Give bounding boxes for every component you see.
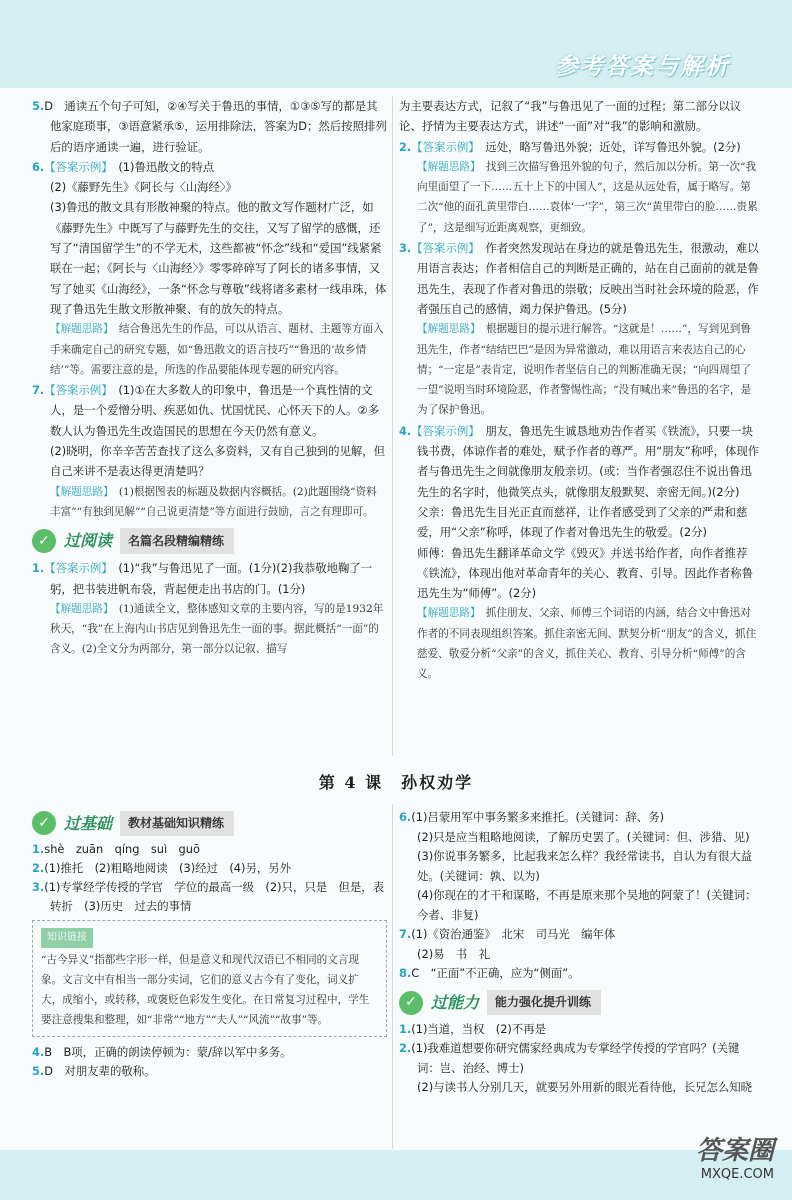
read-answer-4-tip: 【解题思路】 抓住朋友、父亲、师傅三个词语的内涵，结合文中鲁迅对作者的不同表现组织答案。抓住亲密无间、默契分析“朋友”的含义，抓住慈爱、敬爱分析“父亲”的含义，抓住关心、教育、引导分析“师傅”的含义。 [417, 607, 757, 681]
right-column-upper [399, 96, 761, 685]
answer-6-tip: 【解题思路】 结合鲁迅先生的作品，可以从语言、题材、主题等方面入手来确定自己的研究专题，如“鲁迅散文的语言技巧”“鲁迅的‘故乡情结’”等。需要注意的是，所选的作品要能体现专题的研究内容。 [50, 323, 384, 376]
answer-7: 7.【答案示例】 (1)①在大多数人的印象中，鲁迅是一个真性情的文人，是一个爱憎分明、疾恶如仇、忧国忧民、心怀天下的人。②多数人认为鲁迅先生改造国民的思想在今天仍然有意义。 [32, 383, 380, 438]
read-answer-3: 3.【答案示例】 作者突然发现站在身边的就是鲁迅先生，很激动，难以用语言表达；作者相信自己的判断是正确的，站在自己面前的就是鲁迅先生，表现了作者对鲁迅的崇敬；反映出当时社会环境的险恶，作者强压自己的感情，竭力保护鲁迅。(5分) [399, 241, 759, 316]
answer-5: 5.D 通读五个句子可知，②④写关于鲁迅的事情，①③⑤写的都是其他家庭琐事，③语意紧承⑤，运用排除法，答案为D；然后按照排列后的语序通读一遍，进行验证。 [32, 99, 387, 154]
knowledge-note: 知识链接 “古今异义”指都些字形一样，但是意义和现代汉语已不相同的文言现象。文言文中有相当一部分实词，它们的意义古今有了变化，词义扩大，成缩小，或转移，或褒贬色彩发生变化。在日常复习过程中，学生要注意搜集和整理，如“非常”“地方”“夫人”“风流”“故事”等。 [32, 920, 387, 1037]
basic-answer-2: 2.(1)推托 (2)粗略地阅读 (3)经过 (4)另，另外 [32, 861, 292, 875]
basic-answer-6-3: (3)你说事务繁多，比起我来怎么样？我经常读书，自认为有很大益处。(关键词：孰、以为) [417, 849, 753, 883]
basic-answer-1: 1.shè zuān qíng suì guō [32, 842, 200, 856]
left-column-lower [32, 804, 387, 1081]
check-icon: ✓ [32, 811, 56, 835]
read-answer-4: 4.【答案示例】 朋友，鲁迅先生诚恳地劝告作者买《铁流》，只要一块钱书费，体谅作者的难处，赋予作者的尊严。用“朋友”称呼，体现作者与鲁迅先生之间就像朋友般亲切。(或：当作者强忍住不说出鲁迅先生的名字时，他微笑点头，就像朋友般默契、亲密无间。)(2分) [399, 423, 760, 499]
section-banner-read: ✓ 过阅读 名篇名段精编精练 [32, 528, 387, 554]
read-answer-4-3: 师傅：鲁迅先生翻译革命文学《毁灭》并送书给作者，向作者推荐《铁流》，体现出他对革命青年的关心、教育、引导。因此作者称鲁迅先生为“师傅”。(2分) [417, 545, 754, 601]
read-answer-3-tip: 【解题思路】 根据题目的提示进行解答。“这就是！……”，写到见到鲁迅先生，作者“结结巴巴”是因为异常激动，难以用语言来表达自己的心情；“一定是”表肯定，说明作者坚信自己的判断准确无误；“向四周望了一望”说明当时环境险恶，作者警惕性高；“没有喊出来”鲁迅的名字，是为了保护鲁迅。 [417, 323, 752, 417]
ability-answer-2-2: (2)与读书人分别几天，就要另外用新的眼光看待他，长兄怎么知晓 [417, 1080, 753, 1094]
left-column-upper [32, 96, 387, 660]
section-banner-ability: ✓ 过能力 能力强化提升训练 [399, 990, 761, 1016]
lesson-title: 第 4 课 孙权劝学 [318, 773, 474, 792]
site-watermark: 答案圈 MXQE.COM [695, 1136, 774, 1182]
ability-answer-1: 1.(1)当道，当权 (2)不再是 [399, 1021, 547, 1036]
read-answer-1-tip: 【解题思路】 (1)通读全文，整体感知文章的主要内容，写的是1932年秋天，“我”在上海内山书店见到鲁迅先生一面的事。据此概括“一面”的含义。(2)全文分为两部分，第一部分以记叙、描写 [50, 602, 384, 656]
right-column-lower [399, 808, 761, 1098]
section-banner-basic: ✓ 过基础 教材基础知识精练 [32, 810, 387, 836]
answer-6: 6.【答案示例】 (1)鲁迅散文的特点 [32, 159, 215, 174]
basic-answer-6-4: (4)你现在的才干和谋略，不再是原来那个吴地的阿蒙了！(关键词：今者、非复) [417, 888, 757, 922]
check-icon: ✓ [32, 529, 56, 553]
basic-answer-5: 5.D 对朋友辈的敬称。 [32, 1064, 156, 1078]
column-divider [392, 96, 393, 756]
read-answer-4-2: 父亲：鲁迅先生目光正直而慈祥，让作者感受到了父亲的严肃和慈爱，用“父亲”称呼，体现了作者对鲁迅先生的敬爱。(2分) [417, 504, 748, 540]
header-title: 参考答案与解析 [555, 54, 730, 80]
read-answer-2-tip: 【解题思路】 找到三次描写鲁迅外貌的句子，然后加以分析。第一次“我向里面望了一下……五十上下的中国人”，这是从远处看，属于略写。第二次“他的面孔黄里带白……袁体‘一’字”，第三次“黄里带白的脸……贵累了”，这是细写近距离观察，更细致。 [417, 160, 758, 234]
answer-7-2: (2)晓明，你辛辛苦苦查找了这么多资料，又有自己独到的见解，但自己来讲不是表达得更清楚吗？ [50, 444, 386, 479]
answer-6-3: (3)鲁迅的散文具有形散神聚的特点。他的散文写作题材广泛，如《藤野先生》中既写了与藤野先生的交往，又写了留学的感慨，还写了“清国留学生”的不学无术，这些都被“怀念”线和“爱国”线紧紧联在一起；《阿长与〈山海经〉》零零碎碎写了阿长的诸多事情，又写了她买《山海经》，一条“怀念与尊敬”线将诸多素材一线串珠，体现了鲁迅先生散文形散神聚、有的放矢的特点。 [50, 200, 387, 316]
check-icon: ✓ [399, 991, 423, 1015]
basic-answer-6: 6.(1)吕蒙用军中事务繁多来推托。(关键词：辞、务) [399, 810, 665, 824]
column-divider-lower [392, 804, 393, 1149]
basic-answer-3: 3.(1)专掌经学传授的学官 学位的最高一级 (2)只，只是 但是，表转折 (3)历史 过去的事情 [32, 880, 385, 913]
read-answer-2: 2.【答案示例】 远处，略写鲁迅外貌；近处，详写鲁迅外貌。(2分) [399, 139, 741, 154]
basic-answer-7: 7.(1)《资治通鉴》 北宋 司马光 编年体 [399, 927, 616, 941]
ability-answer-2: 2.(1)我难道想要你研究儒家经典成为专掌经学传授的学官吗？(关键词：岂、治经、博士) [399, 1041, 740, 1075]
basic-answer-7-2: (2)易 书 礼 [417, 946, 491, 961]
answer-6-2: (2)《藤野先生》《阿长与〈山海经〉》 [50, 180, 237, 195]
page-header [0, 0, 792, 88]
answer-7-tip: 【解题思路】 (1)根据图表的标题及数据内容概括。(2)此题围绕“资料丰富”“有独到见解”“自己说更清楚”等方面进行鼓励，言之有理即可。 [50, 485, 377, 518]
basic-answer-4: 4.B B项，正确的朗读停顿为：蒙/辞以军中多务。 [32, 1045, 292, 1059]
basic-answer-8: 8.C “正面”不正确，应为“侧面”。 [399, 966, 580, 980]
read-answer-1-cont: 为主要表达方式，记叙了“我”与鲁迅见了一面的过程；第二部分以议论、抒情为主要表达方式，讲述“一面”对“我”的影响和激励。 [399, 99, 742, 134]
basic-answer-6-2: (2)只是应当粗略地阅读，了解历史罢了。(关键词：但、涉猎、见) [417, 829, 750, 844]
read-answer-1: 1.【答案示例】 (1)“我”与鲁迅见了一面。(1分)(2)我恭敬地鞠了一躬，把书装进帆布袋，背起便走出书店的门。(1分) [32, 561, 373, 596]
